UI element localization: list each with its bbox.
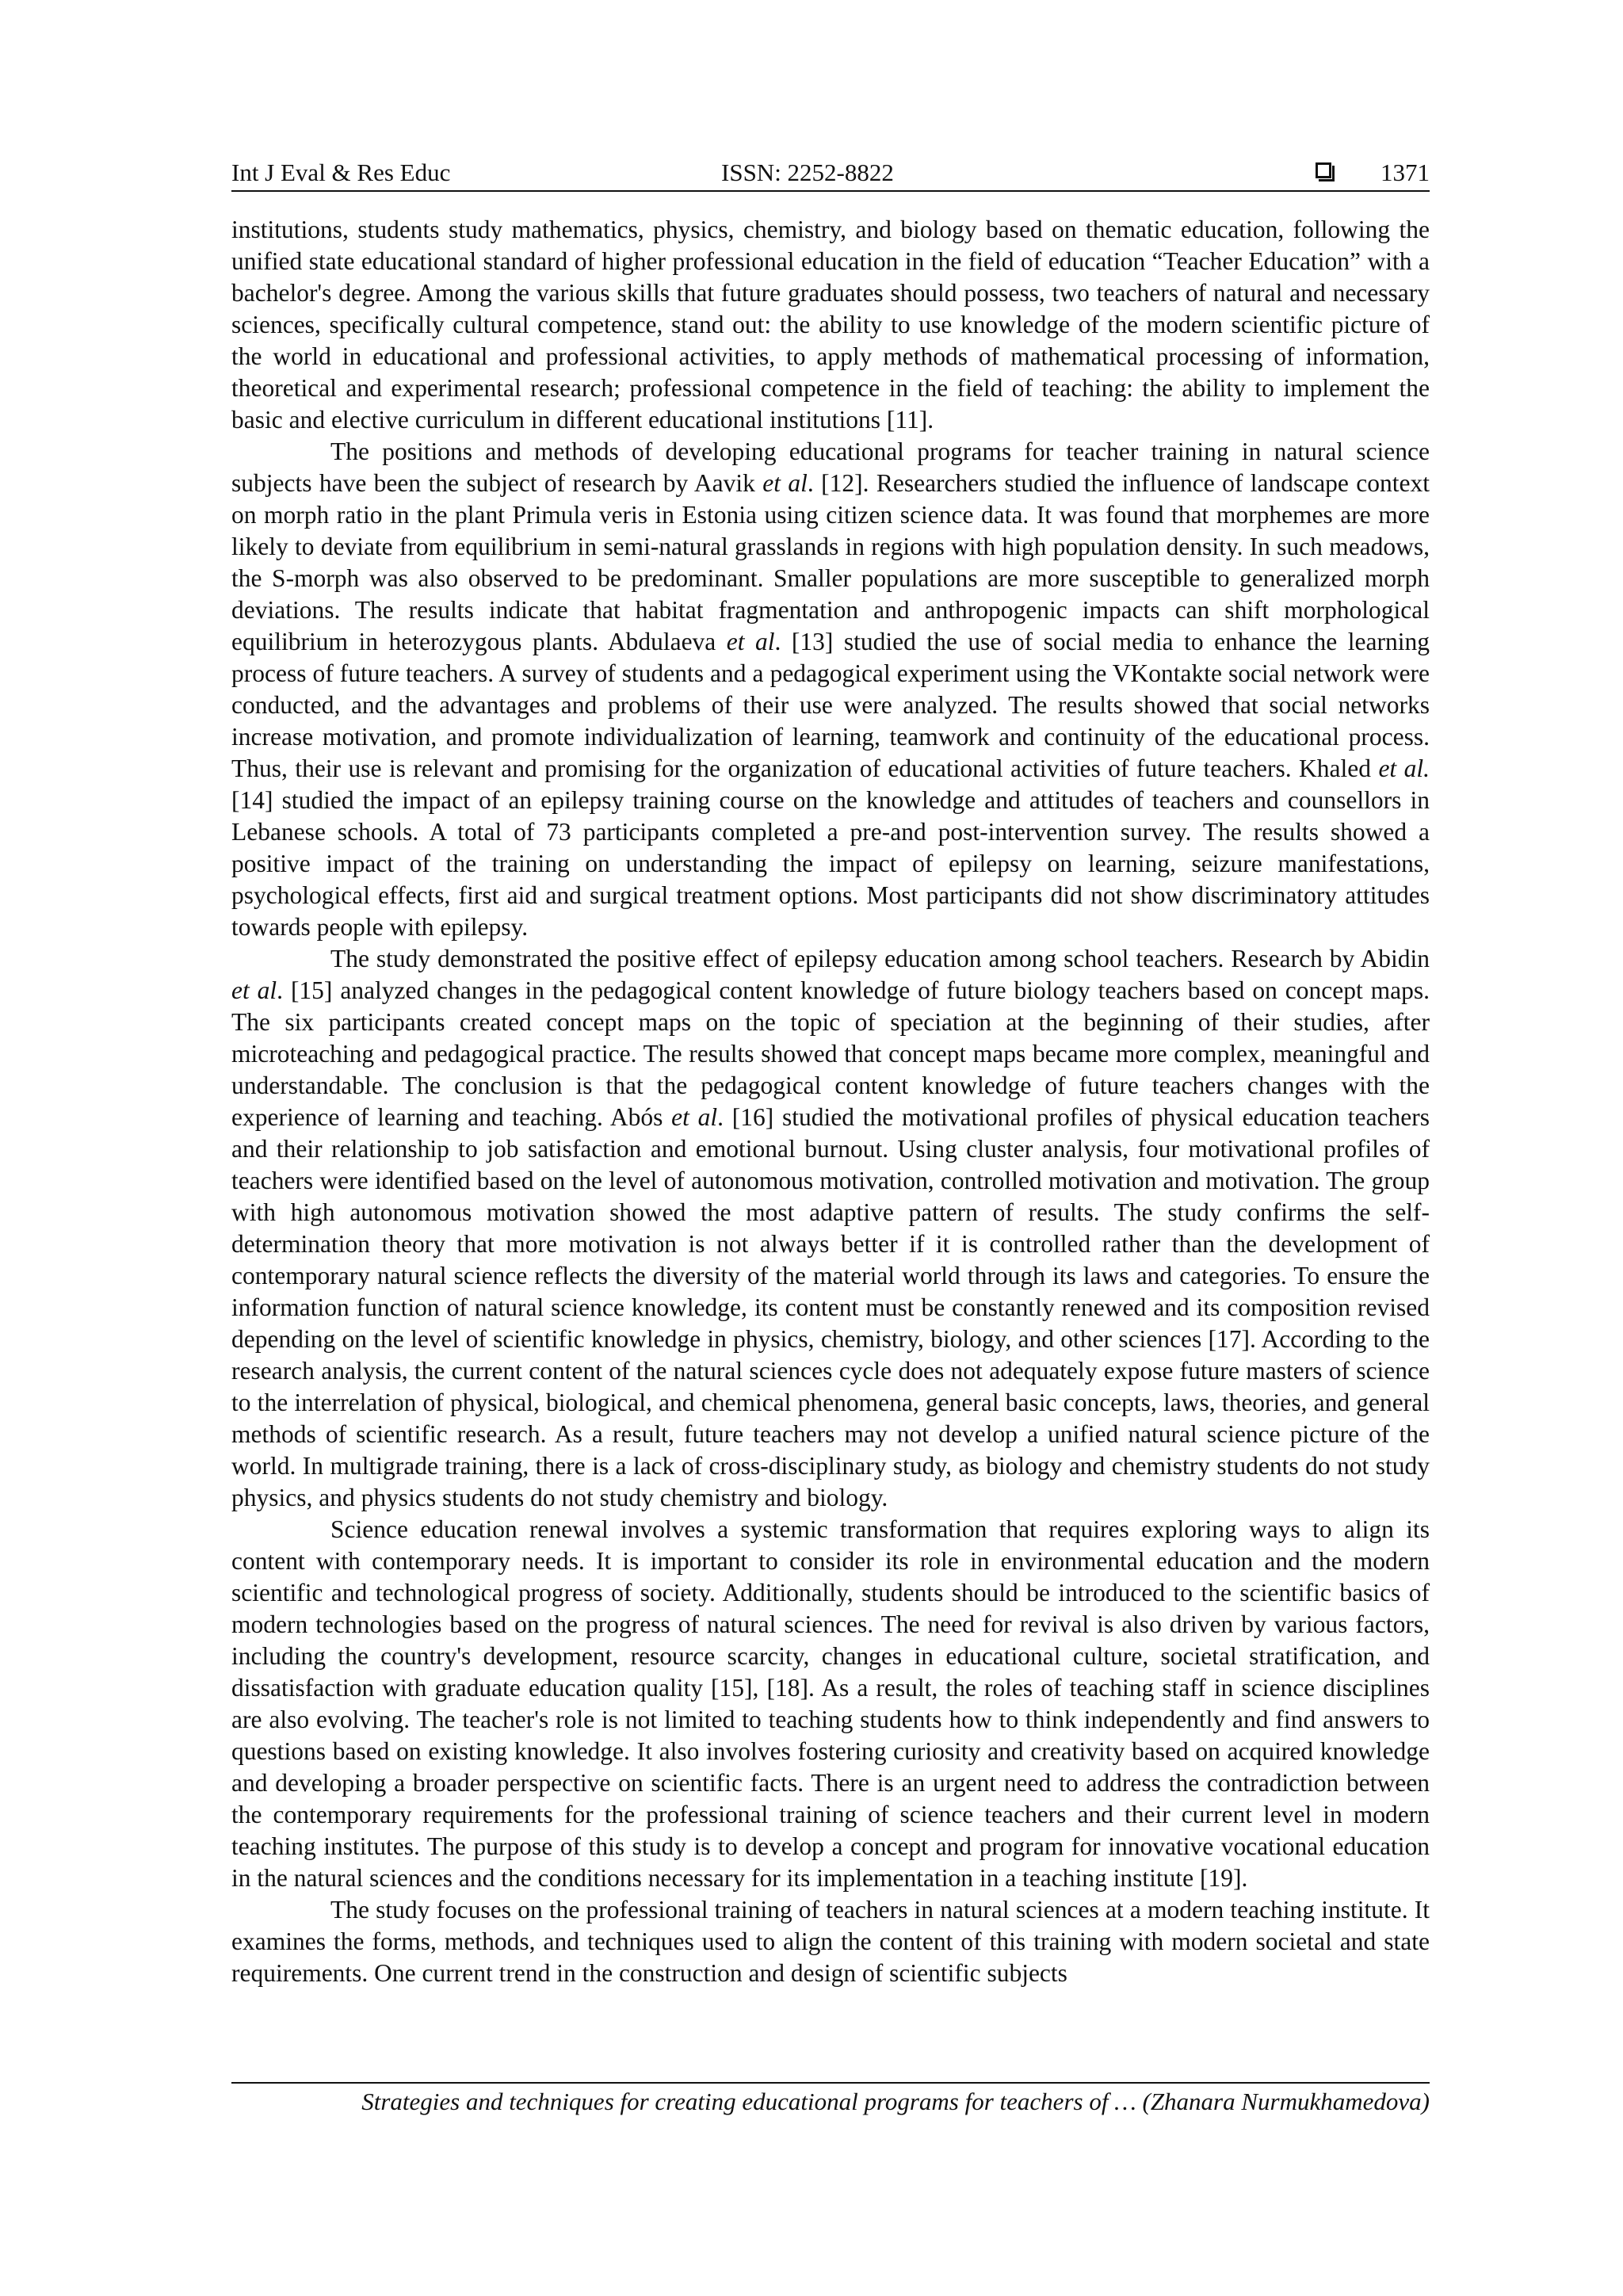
italic-citation: et al [231, 976, 277, 1004]
journal-title: Int J Eval & Res Educ [231, 159, 451, 186]
italic-citation: et al [762, 469, 808, 497]
text-run: . [15] analyzed changes in the pedagogical content knowledge of future biology teachers based on concept maps. The six participants created concept maps on the topic of speciation at the beginning of their studies, after microteaching and pedagogical practice. The results showed that concept maps became more complex, meaningful and understandable. The conclusion is that the pedagogical content knowledge of future teachers changes with the experience of learning and teaching. Abós [231, 976, 1430, 1131]
body-paragraph [231, 1894, 1430, 1989]
text-run: [14] studied the impact of an epilepsy training course on the knowledge and attitudes of teachers and counsellors in Lebanese schools. A total of 73 participants completed a pre-and post-intervention survey. The results showed a positive impact of the training on understanding the impact of epilepsy on learning, seizure manifestations, psychological effects, first aid and surgical treatment options. Most participants did not show discriminatory attitudes towards people with epilepsy. [231, 786, 1430, 941]
body-paragraph [231, 943, 1430, 1514]
running-footer: Strategies and techniques for creating educational programs for teachers of … (Zhanara Nurmukhamedova) [361, 2088, 1430, 2115]
text-run: . [13] studied the use of social media to enhance the learning process of future teachers. A survey of students and a pedagogical experiment using the VKontakte social network were conducted, and the advantages and problems of their use were analyzed. The results showed that social networks increase motivation, and promote individualization of learning, teamwork and continuity of the educational process. Thus, their use is relevant and promising for the organization of educational activities of future teachers. Khaled [231, 628, 1430, 782]
text-run: Science education renewal involves a systemic transformation that requires exploring ways to align its content with contemporary needs. It is important to consider its role in environmental education and the modern scientific and technological progress of society. Additionally, students should be introduced to the scientific basics of modern technologies based on the progress of natural sciences. The need for revival is also driven by various factors, including the country's development, resource scarcity, changes in educational culture, societal stratification, and dissatisfaction with graduate education quality [15], [18]. As a result, the roles of teaching staff in science disciplines are also evolving. The teacher's role is not limited to teaching students how to think independently and find answers to questions based on existing knowledge. It also involves fostering curiosity and creativity based on acquired knowledge and developing a broader perspective on scientific facts. There is an urgent need to address the contradiction between the contemporary requirements for the professional training of science teachers and their current level in modern teaching institutes. The purpose of this study is to develop a concept and program for innovative vocational education in the natural sciences and the conditions necessary for its implementation in a teaching institute [19]. [231, 1515, 1430, 1892]
footer-divider [231, 2082, 1430, 2084]
italic-citation: et al [726, 628, 775, 655]
italic-citation: et al [671, 1103, 718, 1131]
italic-citation: et al. [1378, 755, 1430, 782]
body-paragraph [231, 214, 1430, 436]
issn-label: ISSN: 2252-8822 [721, 159, 894, 186]
text-run: . [16] studied the motivational profiles of physical education teachers and their relationship to job satisfaction and emotional burnout. Using cluster analysis, four motivational profiles of teachers were identified based on the level of autonomous motivation, controlled motivation and motivation. The group with high autonomous motivation showed the most adaptive pattern of results. The study confirms the self-determination theory that more motivation is not always better if it is controlled rather than the development of contemporary natural science reflects the diversity of the material world through its laws and categories. To ensure the information function of natural science knowledge, its content must be constantly renewed and its composition revised depending on the level of scientific knowledge in physics, chemistry, biology, and other sciences [17]. According to the research analysis, the current content of the natural sciences cycle does not adequately expose future masters of science to the interrelation of physical, biological, and chemical phenomena, general basic concepts, laws, theories, and general methods of scientific research. As a result, future teachers may not develop a unified natural science picture of the world. In multigrade training, there is a lack of cross-disciplinary study, as biology and chemistry students do not study physics, and physics students do not study chemistry and biology. [231, 1103, 1430, 1511]
text-run: . [12]. Researchers studied the influence of landscape context on morph ratio in the plant Primula veris in Estonia using citizen science data. It was found that morphemes are more likely to deviate from equilibrium in semi-natural grasslands in regions with high population density. In such meadows, the S-morph was also observed to be predominant. Smaller populations are more susceptible to generalized morph deviations. The results indicate that habitat fragmentation and anthropogenic impacts can shift morphological equilibrium in heterozygous plants. Abdulaeva [231, 469, 1430, 655]
text-run: The positions and methods of developing educational programs for teacher training in natural science subjects have been the subject of research by Aavik [231, 437, 1430, 497]
running-header [231, 155, 1430, 190]
article-body [231, 214, 1430, 1989]
text-run: The study demonstrated the positive effect of epilepsy education among school teachers. Research by Abidin [330, 945, 1430, 972]
header-divider [231, 190, 1430, 192]
body-paragraph [231, 436, 1430, 943]
text-run: The study focuses on the professional training of teachers in natural sciences at a modern teaching institute. It examines the forms, methods, and techniques used to align the content of this training with modern societal and state requirements. One current trend in the construction and design of scientific subjects [231, 1896, 1430, 1987]
page-number: 1371 [1381, 159, 1430, 186]
text-run: institutions, students study mathematics, physics, chemistry, and biology based on thematic education, following the unified state educational standard of higher professional education in the field of education “Teacher Education” with a bachelor's degree. Among the various skills that future graduates should possess, two teachers of natural and necessary sciences, specifically cultural competence, stand out: the ability to use knowledge of the modern scientific picture of the world in educational and professional activities, to apply methods of mathematical processing of information, theoretical and experimental research; professional competence in the field of teaching: the ability to implement the basic and elective curriculum in different educational institutions [11]. [231, 216, 1430, 434]
square-bullet-icon [1316, 162, 1331, 178]
body-paragraph [231, 1514, 1430, 1894]
